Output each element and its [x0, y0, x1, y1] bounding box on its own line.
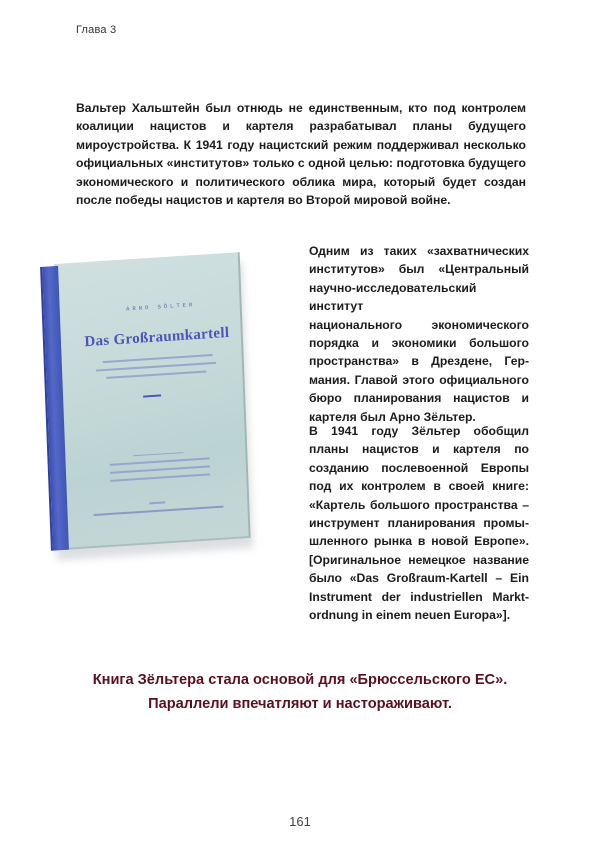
cover-publisher-line	[133, 452, 183, 456]
text-line: шленного рынка в новой Европе».	[309, 534, 529, 549]
text-line: пространства» в Дрездене, Гер-	[309, 354, 529, 369]
text-line: созданию послевоенной Европы	[309, 460, 529, 475]
text-line: планы нацистов и картеля по	[309, 442, 529, 457]
text-line: мироустройства. К 1941 году нацистский режим поддерживал несколько	[76, 137, 526, 152]
text-line: мания. Главой этого официального	[309, 372, 529, 387]
cover-publisher-line	[110, 465, 210, 473]
cover-subtitle-line	[103, 354, 213, 363]
text-line: официальных «институтов» только с одной целью: подготовка будущего	[76, 156, 526, 171]
page-number: 161	[289, 814, 311, 829]
intro-paragraph	[76, 99, 526, 209]
cover-title: Das Großraumkartell	[84, 324, 230, 351]
text-line: порядка и экономики большого	[309, 336, 529, 351]
text-line: картеля был Арно Зёльтер.	[309, 409, 476, 424]
text-line: В 1941 году Зёльтер обобщил	[309, 424, 529, 438]
text-line: национального экономического	[309, 317, 529, 332]
cover-author: ARNO SÖLTER	[125, 301, 196, 313]
text-line: бюро планирования нацистов и	[309, 391, 529, 406]
side-paragraph-2	[309, 422, 529, 624]
book-cover-image	[40, 252, 249, 555]
cover-imprint-line	[94, 506, 224, 516]
text-line: научно-исследовательский институт	[309, 280, 477, 314]
callout-quote	[0, 668, 600, 716]
cover-publisher-line	[110, 473, 210, 481]
text-line: институтов» был «Центральный	[309, 262, 529, 277]
text-line: [Оригинальное немецкое название	[309, 552, 529, 567]
side-paragraph-1	[309, 242, 529, 426]
text-line: Одним из таких «захватнических	[309, 244, 529, 258]
text-line: ordnung in einem neuen Europa»].	[309, 608, 511, 623]
text-line: «Картель большого пространства –	[309, 497, 529, 512]
text-line: было «Das Großraum-Kartell – Ein	[309, 571, 529, 586]
text-line: коалиции нацистов и картеля разрабатывал планы будущего	[76, 119, 526, 134]
cover-subtitle-line	[106, 370, 206, 378]
text-line: экономического и политического облика мира, который будет создан	[76, 174, 526, 189]
callout-line-2: Параллели впечатляют и настораживают.	[148, 696, 452, 712]
text-line: после победы нацистов и картеля во Второй мировой войне.	[76, 193, 451, 208]
text-line: Вальтер Хальштейн был отнюдь не единственным, кто под контролем	[76, 101, 526, 115]
cover-dots	[149, 501, 165, 504]
text-line: инструмент планирования промы-	[309, 516, 529, 531]
book-cover	[54, 252, 251, 550]
text-line: Instrument der industriellen Markt-	[309, 589, 529, 604]
cover-publisher-line	[110, 457, 210, 465]
running-head-chapter: Глава 3	[76, 24, 117, 36]
text-line: под их контролем в своей книге:	[309, 479, 529, 494]
callout-line-1: Книга Зёльтера стала основой для «Брюссельского ЕС».	[92, 672, 508, 688]
cover-rule	[143, 394, 161, 397]
